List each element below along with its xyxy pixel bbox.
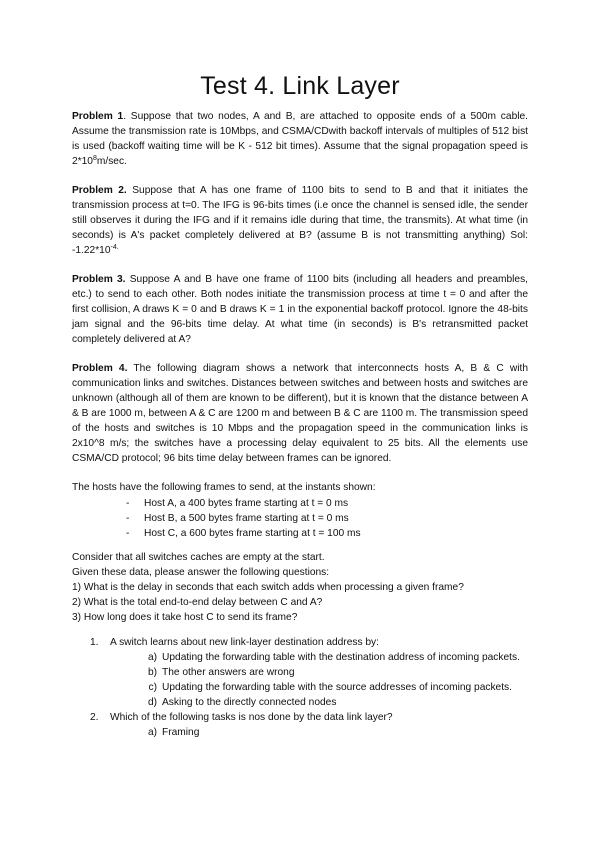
superscript: 8 bbox=[92, 155, 97, 162]
option-letter: a) bbox=[147, 727, 157, 738]
problem-1 bbox=[72, 109, 528, 169]
problem-text: Suppose that A has one frame of 1100 bits to send to B and that it initiates the transmission process at t=0. The IFG is 96-bits times (i.e once the channel is sensed idle, the sender still observes it during the IFG and if it remains idle during that time, the transmits). At what time (in seconds) is A's packet completely delivered at B? (assume B is not transmitting anything) Sol: -1.22*10 bbox=[72, 185, 528, 256]
list-item: - Host A, a 400 bytes frame starting at t = 0 ms bbox=[126, 496, 528, 511]
mcq-number: 1. bbox=[90, 637, 99, 648]
page-title: Test 4. Link Layer bbox=[200, 72, 400, 100]
mcq-question: A switch learns about new link-layer destination address by: bbox=[110, 637, 379, 648]
problem-3 bbox=[72, 272, 528, 347]
option-letter: d) bbox=[147, 697, 157, 708]
mcq-option bbox=[127, 680, 528, 695]
option-text: Asking to the directly connected nodes bbox=[162, 697, 337, 708]
question-line: 1) What is the delay in seconds that each switch adds when processing a given frame? bbox=[72, 582, 464, 593]
option-letter: a) bbox=[147, 652, 157, 663]
question-line: Given these data, please answer the following questions: bbox=[72, 567, 330, 578]
question-line: 3) How long does it take host C to send its frame? bbox=[72, 612, 298, 623]
mcq-question: Which of the following tasks is nos done by the data link layer? bbox=[110, 712, 393, 723]
mcq-number: 2. bbox=[90, 712, 99, 723]
mcq-options bbox=[110, 725, 528, 740]
list-item: - Host C, a 600 bytes frame starting at t = 100 ms bbox=[126, 526, 528, 541]
list-item: - Host B, a 500 bytes frame starting at t = 0 ms bbox=[126, 511, 528, 526]
problem-label: Problem 4. bbox=[72, 363, 128, 374]
problem-text: . Suppose that two nodes, A and B, are attached to opposite ends of a 500m cable. Assume the transmission rate is 10Mbps, and CSMA/CDwith backoff intervals of multiples of 512 bist is used (backoff waiting time will be K - 512 bit times). Assume that the signal propagation speed is 2*10 bbox=[72, 111, 528, 167]
mcq-option bbox=[127, 695, 528, 710]
problem-label: Problem 3. bbox=[72, 274, 126, 285]
superscript: -4. bbox=[110, 244, 119, 251]
option-letter: c) bbox=[148, 682, 157, 693]
option-text: Updating the forwarding table with the source addresses of incoming packets. bbox=[162, 682, 512, 693]
problem-text: The following diagram shows a network that interconnects hosts A, B & C with communication links and switches. Distances between switches and between hosts and switches are unknown (although all of them are known to be different), but it is known that the distance between A & B are 1000 m, between A & C are 1200 m and between B & C are 1100 m. The transmission speed of the hosts and switches is 10 Mbps and the propagation speed in the communication links is 2x10^8 m/s; the switches have a processing delay equivalent to 25 bits. All the elements use CSMA/CD protocol; 96 bits time delay between frames can be ignored. bbox=[72, 363, 528, 464]
document-page bbox=[72, 72, 528, 740]
option-text: Updating the forwarding table with the destination address of incoming packets. bbox=[162, 652, 520, 663]
question-line: Consider that all switches caches are empty at the start. bbox=[72, 552, 325, 563]
questions-block bbox=[72, 550, 528, 625]
problem-text: Suppose A and B have one frame of 1100 bits (including all headers and preambles, etc.) to send to each other. Both nodes initiate the transmission process at time t = 0 and after the first collision, A draws K = 0 and B draws K = 1 in the exponential backoff protocol. Ignore the 48-bits jam signal and the 96-bits time delay. At what time (in seconds) is B's retransmitted packet completely delivered at A? bbox=[72, 274, 529, 345]
option-text: Framing bbox=[162, 727, 200, 738]
mcq-item bbox=[72, 710, 528, 740]
question-line: 2) What is the total end-to-end delay between C and A? bbox=[72, 597, 323, 608]
host-frames-list bbox=[72, 496, 528, 541]
option-letter: b) bbox=[147, 667, 157, 678]
mcq-option bbox=[127, 725, 528, 740]
mcq-option bbox=[127, 665, 528, 680]
mcq-item bbox=[72, 635, 528, 710]
mcq-options bbox=[110, 650, 528, 710]
problem-2 bbox=[72, 183, 528, 258]
problem-4 bbox=[72, 361, 528, 466]
multiple-choice-list bbox=[72, 635, 528, 740]
mcq-option bbox=[127, 650, 528, 665]
problem-tail: m/sec. bbox=[96, 156, 127, 167]
option-text: The other answers are wrong bbox=[162, 667, 295, 678]
problem-label: Problem 1 bbox=[72, 111, 124, 122]
hosts-intro: The hosts have the following frames to send, at the instants shown: bbox=[72, 482, 376, 493]
problem-label: Problem 2. bbox=[72, 185, 127, 196]
